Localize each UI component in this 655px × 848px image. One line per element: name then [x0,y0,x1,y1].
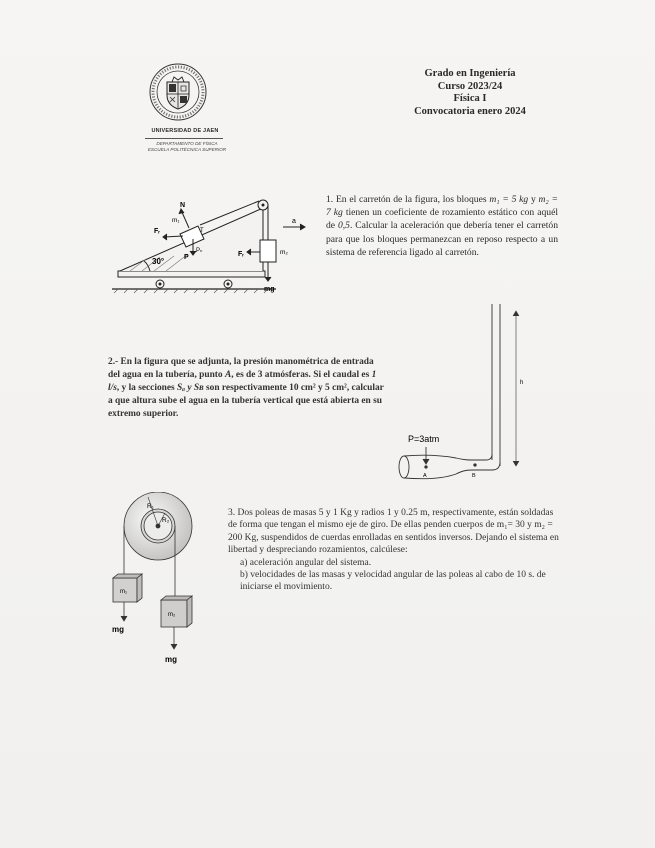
university-name: UNIVERSIDAD DE JAEN [151,128,219,134]
problem3-statement [228,507,564,594]
label-mg-2: mg [165,655,177,664]
problem2-flow: 1 l/s [108,370,377,393]
divider [145,138,223,139]
university-seal-icon [148,62,208,122]
label-point-a: A [423,473,427,479]
label-m2: m₂ [168,612,176,618]
label-m1: m₁ [172,217,180,224]
problem1-text-c: tienen un coeficiente de rozamiento estático con aquél de [326,207,558,232]
label-angle: 30° [152,257,165,266]
problem2-statement [108,356,384,421]
problem1-text-a: 1. En el carretón de la figura, los bloques [326,194,490,205]
problem1-text-d: . Calcular la aceleración que debería tener el carretón para que los bloques permanezcan en reposo respecto a un sistema de referencia ligado al carretón. [326,220,558,258]
problem1-statement [326,193,558,259]
problem2-point-a: A [224,370,232,380]
label-mg-1: mg [112,625,124,634]
label-acceleration: a [292,218,296,225]
school-name: ESCUELA POLITÉCNICA SUPERIOR [147,147,227,152]
problem3-intro: 3. Dos poleas de masas 5 y 1 Kg y radios 1 y 0.25 m, respectivamente, están soldadas de forma que tengan el mismo eje de giro. De ellas penden cuerpos de m₁= 30 y m₂ = 200 Kg, suspendidos de cuerdas enrolladas en sentidos inversos. Dejando el sistema en libertad y despreciando rozamientos, calcúlese: [228,508,559,556]
degree: Grado en Ingeniería [424,68,516,79]
label-weight: P [184,254,189,261]
problem2-text-b: , es de 3 atmósferas. Si el caudal es [231,370,372,380]
problem3-option-b: b) velocidades de las masas y velocidad angular de las poleas al cabo de 10 s. de iniciarse el movimiento. [240,570,546,593]
problem2-figure [390,300,560,485]
label-pressure: P=3atm [408,434,440,444]
label-tension: T [200,228,204,234]
problem2-text-a: 2.- En la figura que se adjunta, la presión manométrica de entrada del agua en la tubería, punto [108,357,374,380]
label-r2: R₂ [162,517,170,524]
problem1-mass2: m₂ = 7 kg [326,194,558,219]
subject: Física I [453,93,487,104]
label-weight-normal: Pₙ [196,248,203,254]
exam-call: Convocatoria enero 2024 [414,105,526,117]
label-normal: N [180,202,186,209]
label-point-b: B [472,473,476,479]
problem1-text-b: y [528,194,539,205]
problem1-figure [108,192,318,304]
problem1-mu: 0,5 [337,220,350,232]
exam-header [400,68,540,118]
label-mg: mg [264,286,275,293]
label-m2: m₂ [280,249,288,256]
problem3-figure [110,492,225,672]
problem2-text-c: , y la secciones [116,383,178,393]
problem2-sections: Sₐ y Sʙ [177,383,204,393]
label-friction-2: Fᵣ [238,251,245,258]
problem1-mass1: m₁ = 5 kg [489,194,529,205]
problem2-text-d: son respectivamente 10 cm² y 5 cm², calcular a que altura sube el agua en la tubería vertical que está abierta en su extremo superior. [108,383,384,419]
course: Curso 2023/24 [437,80,503,92]
department-name: DEPARTAMENTO DE FÍSICA [156,141,218,146]
label-r1: R₁ [147,503,154,510]
department-block [142,141,232,153]
problem3-option-a: a) aceleración angular del sistema. [240,557,372,568]
label-height: h [520,380,524,386]
label-m1: m₁ [120,589,128,595]
label-friction-1: Fᵣ [154,228,161,235]
